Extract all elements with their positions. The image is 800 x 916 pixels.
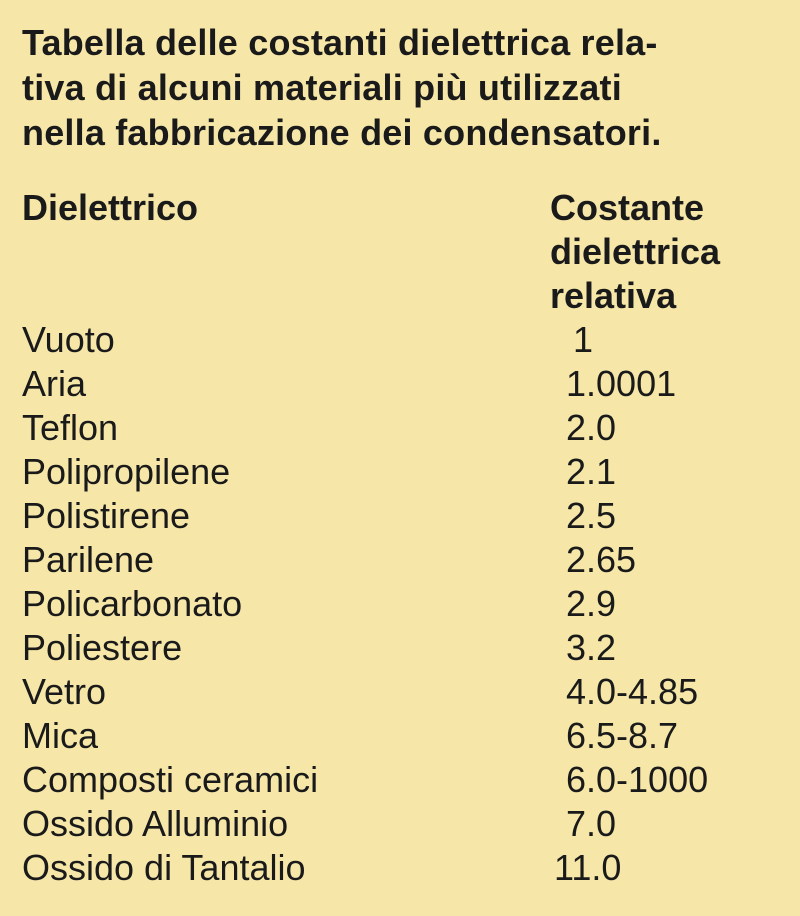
dielectric-constant-value: 2.65 — [566, 539, 637, 580]
table-row — [0, 362, 800, 406]
column-header-line: Costante — [550, 187, 705, 228]
dielectric-name: Composti ceramici — [22, 759, 319, 800]
dielectric-name: Vuoto — [22, 319, 115, 360]
dielectric-name: Aria — [22, 363, 87, 404]
table-row — [0, 582, 800, 626]
title-line: Tabella delle costanti dielettrica rela- — [22, 22, 658, 63]
table-body — [0, 318, 800, 890]
table-row — [0, 406, 800, 450]
dielectric-constant-value: 6.0-1000 — [566, 759, 709, 800]
dielectric-constant-value: 2.5 — [566, 495, 617, 536]
dielectric-name: Policarbonato — [22, 583, 243, 624]
dielectric-name: Vetro — [22, 671, 107, 712]
table-title — [22, 20, 762, 155]
dielectric-constant-value: 4.0-4.85 — [566, 671, 699, 712]
dielectric-name: Ossido di Tantalio — [22, 847, 306, 888]
column-header-line: dielettrica — [550, 231, 721, 272]
dielectric-constant-value: 6.5-8.7 — [566, 715, 679, 756]
dielectric-name: Polipropilene — [22, 451, 231, 492]
dielectric-name: Mica — [22, 715, 99, 756]
dielectric-name: Ossido Alluminio — [22, 803, 289, 844]
dielectric-name: Poliestere — [22, 627, 183, 668]
table-row — [0, 670, 800, 714]
table-row — [0, 758, 800, 802]
table-row — [0, 626, 800, 670]
table-row — [0, 714, 800, 758]
dielectric-constant-value: 2.0 — [566, 407, 617, 448]
dielectric-constant-value: 11.0 — [554, 847, 622, 888]
title-line: tiva di alcuni materiali più utilizzati — [22, 67, 622, 108]
dielectric-constant-value: 7.0 — [566, 803, 617, 844]
table-row — [0, 538, 800, 582]
table-row — [0, 846, 800, 890]
dielectric-name: Teflon — [22, 407, 119, 448]
dielectric-name: Polistirene — [22, 495, 191, 536]
column-header-line: relativa — [550, 275, 677, 316]
dielectric-constant-value: 2.9 — [566, 583, 617, 624]
table-row — [0, 450, 800, 494]
dielectric-constant-value: 2.1 — [566, 451, 617, 492]
dielectric-constant-value: 1.0001 — [566, 363, 677, 404]
title-line: nella fabbricazione dei condensatori. — [22, 112, 662, 153]
dielectric-constant-value: 1 — [573, 319, 594, 360]
table-row — [0, 802, 800, 846]
column-header-constant — [550, 186, 720, 318]
column-header-dielectric: Dielettrico — [22, 187, 199, 228]
dielectric-constant-value: 3.2 — [566, 627, 617, 668]
table-row — [0, 318, 800, 362]
table-row — [0, 494, 800, 538]
dielectric-name: Parilene — [22, 539, 155, 580]
